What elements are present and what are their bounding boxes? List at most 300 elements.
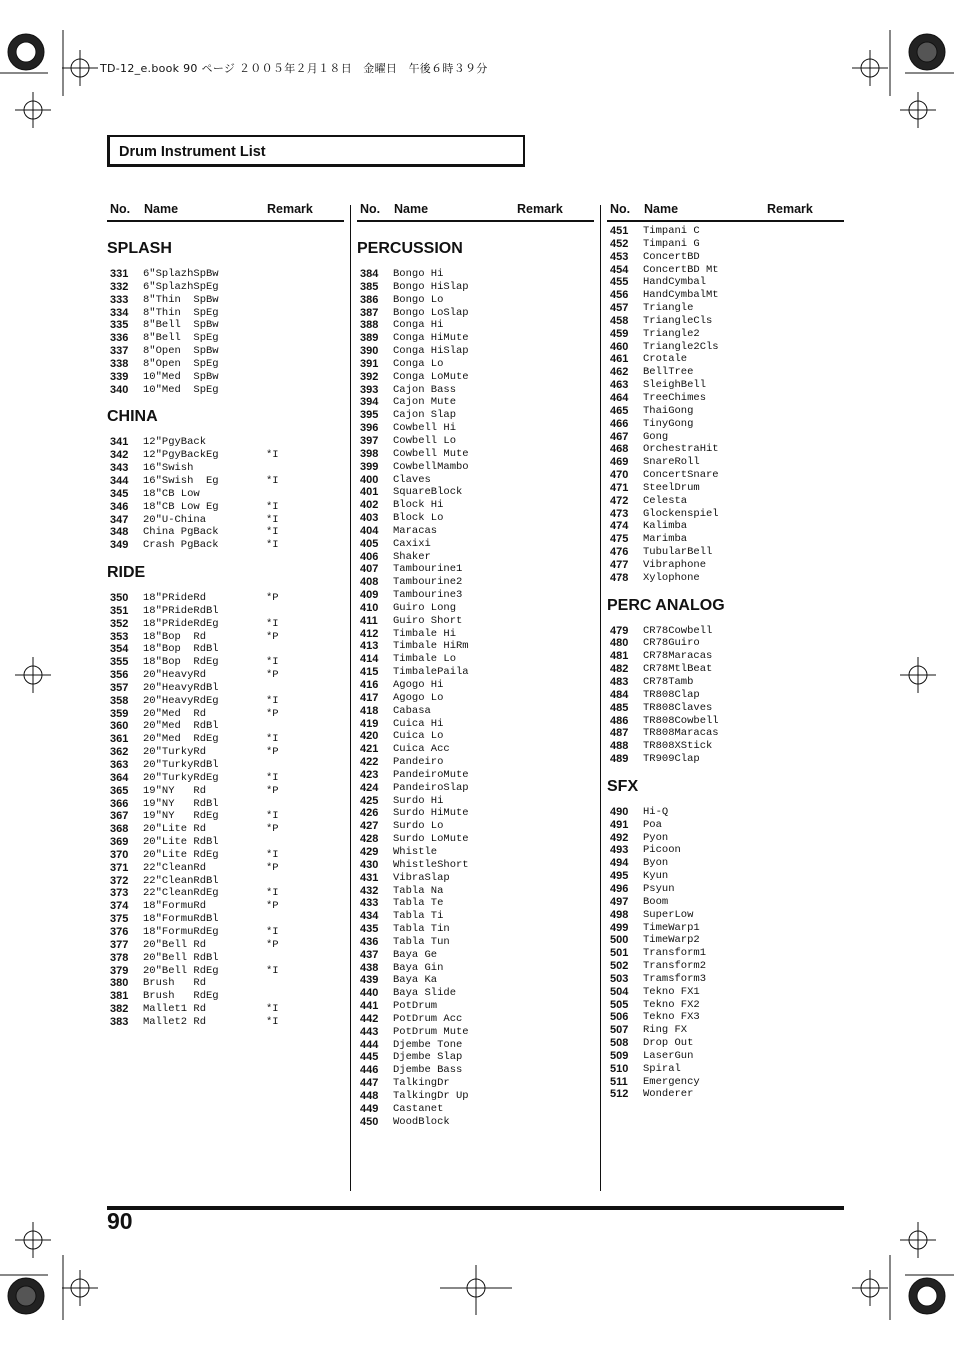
instrument-name: TR808Clap bbox=[643, 688, 700, 701]
instrument-row bbox=[107, 887, 344, 900]
instrument-row bbox=[107, 733, 344, 746]
instrument-name: Baya Slide bbox=[393, 987, 457, 1000]
instrument-name: ConcertSnare bbox=[643, 469, 719, 482]
instrument-number: 451 bbox=[610, 225, 629, 237]
instrument-name: 12"PgyBack bbox=[143, 436, 207, 449]
instrument-number: 381 bbox=[110, 990, 129, 1003]
instrument-name: SteelDrum bbox=[643, 481, 700, 494]
instrument-row bbox=[357, 538, 594, 551]
instrument-name: Byon bbox=[643, 857, 669, 870]
instrument-row bbox=[357, 474, 594, 487]
instrument-row bbox=[357, 846, 594, 859]
instrument-number: 400 bbox=[360, 473, 379, 486]
instrument-row bbox=[357, 358, 594, 371]
instrument-number: 403 bbox=[360, 512, 379, 525]
instrument-row bbox=[357, 1026, 594, 1039]
instrument-row bbox=[107, 836, 344, 849]
instrument-name: 18"PRideRd bbox=[143, 592, 207, 605]
instrument-row bbox=[357, 833, 594, 846]
instrument-row bbox=[357, 923, 594, 936]
instrument-row bbox=[607, 379, 844, 392]
instrument-row bbox=[357, 435, 594, 448]
instrument-row bbox=[607, 353, 844, 366]
instrument-name: Tekno FX3 bbox=[643, 1011, 700, 1024]
instrument-row bbox=[357, 730, 594, 743]
instrument-row bbox=[107, 708, 344, 721]
instrument-number: 375 bbox=[110, 913, 129, 926]
instrument-row bbox=[357, 461, 594, 474]
instrument-number: 418 bbox=[360, 704, 379, 717]
instrument-row bbox=[357, 602, 594, 615]
instrument-number: 420 bbox=[360, 730, 379, 743]
instrument-name: Conga LoMute bbox=[393, 370, 469, 383]
column-header-name: Name bbox=[144, 202, 179, 216]
instrument-name: 6"SplazhSpBw bbox=[143, 268, 219, 280]
instrument-number: 333 bbox=[110, 293, 129, 306]
instrument-number: 431 bbox=[360, 871, 379, 884]
instrument-name: Pyon bbox=[643, 831, 669, 844]
instrument-row bbox=[607, 806, 844, 819]
instrument-row bbox=[607, 625, 844, 638]
instrument-row bbox=[107, 475, 344, 488]
instrument-number: 395 bbox=[360, 409, 379, 422]
instrument-row bbox=[607, 740, 844, 753]
instrument-name: Wonderer bbox=[643, 1088, 694, 1101]
instrument-number: 422 bbox=[360, 756, 379, 769]
instrument-name: Tabla Tin bbox=[393, 923, 450, 936]
instrument-name: Hi-Q bbox=[643, 805, 669, 818]
instrument-name: Timpani G bbox=[643, 237, 700, 250]
instrument-row bbox=[607, 1076, 844, 1089]
instrument-row bbox=[607, 689, 844, 702]
instrument-name: 18"CB Low bbox=[143, 487, 200, 500]
column-header-name: Name bbox=[394, 202, 429, 216]
instrument-number: 456 bbox=[610, 289, 629, 302]
instrument-number: 462 bbox=[610, 366, 629, 379]
instrument-number: 423 bbox=[360, 768, 379, 781]
instrument-name: Cuica Lo bbox=[393, 730, 444, 743]
instrument-row bbox=[357, 795, 594, 808]
instrument-number: 507 bbox=[610, 1024, 629, 1037]
instrument-row bbox=[357, 872, 594, 885]
instrument-name: 16"Swish bbox=[143, 462, 194, 475]
instrument-number: 413 bbox=[360, 640, 379, 653]
instrument-number: 419 bbox=[360, 717, 379, 730]
instrument-number: 338 bbox=[110, 357, 129, 370]
instrument-number: 392 bbox=[360, 370, 379, 383]
instrument-name: WoodBlock bbox=[393, 1115, 450, 1128]
instrument-number: 491 bbox=[610, 818, 629, 831]
instrument-name: CR78Maracas bbox=[643, 650, 713, 663]
instrument-number: 496 bbox=[610, 882, 629, 895]
instrument-row bbox=[357, 705, 594, 718]
instrument-row bbox=[107, 952, 344, 965]
instrument-row bbox=[607, 922, 844, 935]
instrument-row bbox=[107, 990, 344, 1003]
instrument-row bbox=[107, 488, 344, 501]
instrument-remark: *P bbox=[266, 630, 279, 643]
section-title: CHINA bbox=[107, 408, 158, 426]
instrument-number: 362 bbox=[110, 746, 129, 759]
instrument-name: 18"Bop RdBl bbox=[143, 643, 219, 656]
instrument-name: 6"SplazhSpEg bbox=[143, 280, 219, 293]
instrument-number: 446 bbox=[360, 1064, 379, 1077]
instrument-row bbox=[107, 875, 344, 888]
instrument-row bbox=[607, 418, 844, 431]
instrument-name: Conga Hi bbox=[393, 319, 444, 332]
instrument-number: 407 bbox=[360, 563, 379, 576]
instrument-number: 494 bbox=[610, 857, 629, 870]
instrument-number: 343 bbox=[110, 462, 129, 475]
instrument-row bbox=[607, 960, 844, 973]
instrument-row bbox=[107, 436, 344, 449]
instrument-row bbox=[607, 1011, 844, 1024]
instrument-name: 19"NY RdBl bbox=[143, 797, 219, 810]
instrument-row bbox=[107, 319, 344, 332]
instrument-row bbox=[107, 345, 344, 358]
instrument-row bbox=[107, 823, 344, 836]
instrument-name: Guiro Short bbox=[393, 614, 463, 627]
instrument-row bbox=[107, 384, 344, 397]
instrument-name: 20"HeavyRdBl bbox=[143, 681, 219, 694]
instrument-row bbox=[607, 663, 844, 676]
instrument-row bbox=[107, 514, 344, 527]
instrument-name: 18"Bop RdEg bbox=[143, 656, 219, 669]
instrument-row bbox=[107, 965, 344, 978]
instrument-number: 348 bbox=[110, 526, 129, 539]
instrument-row bbox=[607, 264, 844, 277]
instrument-row bbox=[607, 469, 844, 482]
instrument-name: Cowbell Hi bbox=[393, 422, 457, 435]
instrument-number: 430 bbox=[360, 858, 379, 871]
instrument-number: 364 bbox=[110, 771, 129, 784]
instrument-name: 18"CB Low Eg bbox=[143, 500, 219, 513]
instrument-name: 8"Thin SpBw bbox=[143, 293, 219, 306]
instrument-row bbox=[357, 1090, 594, 1103]
instrument-name: 16"Swish Eg bbox=[143, 474, 219, 487]
instrument-number: 447 bbox=[360, 1077, 379, 1090]
instrument-name: Conga HiSlap bbox=[393, 345, 469, 358]
instrument-name: Bongo Lo bbox=[393, 293, 444, 306]
instrument-number: 415 bbox=[360, 666, 379, 679]
instrument-number: 442 bbox=[360, 1012, 379, 1025]
instrument-row bbox=[357, 396, 594, 409]
instrument-name: TinyGong bbox=[643, 417, 694, 430]
instrument-number: 384 bbox=[360, 268, 379, 280]
instrument-row bbox=[357, 589, 594, 602]
instrument-number: 455 bbox=[610, 276, 629, 289]
instrument-row bbox=[607, 508, 844, 521]
instrument-row bbox=[357, 512, 594, 525]
instrument-name: Cowbell Lo bbox=[393, 434, 457, 447]
instrument-row bbox=[107, 307, 344, 320]
instrument-name: Brush RdEg bbox=[143, 990, 219, 1003]
column-header-remark: Remark bbox=[267, 202, 313, 216]
instrument-row bbox=[107, 669, 344, 682]
column-header bbox=[107, 200, 344, 222]
instrument-row bbox=[107, 746, 344, 759]
instrument-number: 354 bbox=[110, 643, 129, 656]
instrument-number: 478 bbox=[610, 571, 629, 584]
instrument-name: Gong bbox=[643, 430, 669, 443]
instrument-name: Maracas bbox=[393, 524, 438, 537]
instrument-number: 485 bbox=[610, 701, 629, 714]
instrument-name: VibraSlap bbox=[393, 871, 450, 884]
instrument-number: 405 bbox=[360, 537, 379, 550]
instrument-number: 406 bbox=[360, 550, 379, 563]
instrument-name: Picoon bbox=[643, 844, 681, 857]
instrument-name: 18"PRideRdEg bbox=[143, 617, 219, 630]
instrument-remark: *P bbox=[266, 823, 279, 836]
instrument-name: CR78Guiro bbox=[643, 637, 700, 650]
instrument-name: Drop Out bbox=[643, 1037, 694, 1050]
instrument-number: 374 bbox=[110, 900, 129, 913]
instrument-name: Block Hi bbox=[393, 499, 444, 512]
instrument-remark: *I bbox=[266, 539, 279, 552]
instrument-number: 345 bbox=[110, 487, 129, 500]
instrument-row bbox=[357, 666, 594, 679]
instrument-name: Djembe Bass bbox=[393, 1064, 463, 1077]
instrument-number: 509 bbox=[610, 1049, 629, 1062]
instrument-remark: *I bbox=[266, 925, 279, 938]
instrument-number: 396 bbox=[360, 422, 379, 435]
instrument-name: Cabasa bbox=[393, 704, 431, 717]
instrument-number: 425 bbox=[360, 794, 379, 807]
instrument-name: Tekno FX2 bbox=[643, 998, 700, 1011]
instrument-row bbox=[607, 238, 844, 251]
instrument-number: 417 bbox=[360, 691, 379, 704]
instrument-name: Bongo HiSlap bbox=[393, 280, 469, 293]
instrument-row bbox=[607, 973, 844, 986]
instrument-name: Tabla Ti bbox=[393, 910, 444, 923]
instrument-number: 421 bbox=[360, 743, 379, 756]
instrument-number: 508 bbox=[610, 1037, 629, 1050]
instrument-number: 445 bbox=[360, 1051, 379, 1064]
instrument-number: 440 bbox=[360, 987, 379, 1000]
instrument-name: Baya Gin bbox=[393, 961, 444, 974]
instrument-name: 20"Lite RdBl bbox=[143, 836, 219, 849]
instrument-remark: *I bbox=[266, 513, 279, 526]
instrument-name: Tabla Te bbox=[393, 897, 444, 910]
instrument-row bbox=[357, 628, 594, 641]
instrument-name: SleighBell bbox=[643, 379, 707, 392]
instrument-row bbox=[357, 897, 594, 910]
column-divider bbox=[600, 205, 601, 1191]
instrument-remark: *P bbox=[266, 592, 279, 605]
instrument-row bbox=[607, 443, 844, 456]
instrument-row bbox=[607, 520, 844, 533]
instrument-name: 8"Bell SpBw bbox=[143, 319, 219, 332]
instrument-number: 458 bbox=[610, 314, 629, 327]
instrument-row bbox=[607, 366, 844, 379]
instrument-number: 410 bbox=[360, 601, 379, 614]
instrument-name: Timbale Hi bbox=[393, 627, 457, 640]
instrument-remark: *I bbox=[266, 656, 279, 669]
instrument-row bbox=[357, 307, 594, 320]
instrument-row bbox=[357, 653, 594, 666]
instrument-row bbox=[607, 1050, 844, 1063]
instrument-name: 18"PRideRdBl bbox=[143, 604, 219, 617]
instrument-row bbox=[607, 999, 844, 1012]
instrument-name: Cajon Bass bbox=[393, 383, 457, 396]
instrument-row bbox=[607, 1088, 844, 1101]
instrument-row bbox=[607, 986, 844, 999]
instrument-name: Bongo LoSlap bbox=[393, 306, 469, 319]
instrument-row bbox=[357, 718, 594, 731]
instrument-number: 461 bbox=[610, 353, 629, 366]
instrument-number: 363 bbox=[110, 759, 129, 771]
instrument-name: Cowbell Mute bbox=[393, 447, 469, 460]
instrument-number: 377 bbox=[110, 938, 129, 951]
instrument-row bbox=[357, 885, 594, 898]
instrument-number: 511 bbox=[610, 1075, 628, 1088]
instrument-name: 18"FormuRd bbox=[143, 900, 207, 913]
instrument-row bbox=[357, 987, 594, 1000]
instrument-number: 467 bbox=[610, 430, 629, 443]
instrument-number: 359 bbox=[110, 707, 129, 720]
section-title: SPLASH bbox=[107, 240, 172, 257]
instrument-number: 368 bbox=[110, 823, 129, 836]
instrument-number: 449 bbox=[360, 1102, 379, 1115]
instrument-row bbox=[357, 448, 594, 461]
column-header-no: No. bbox=[360, 202, 381, 216]
instrument-name: Cuica Acc bbox=[393, 743, 450, 756]
section-title: RIDE bbox=[107, 564, 146, 582]
instrument-row bbox=[607, 431, 844, 444]
instrument-name: Ring FX bbox=[643, 1024, 688, 1037]
instrument-name: Tabla Tun bbox=[393, 935, 450, 948]
instrument-number: 457 bbox=[610, 302, 629, 315]
instrument-row bbox=[107, 268, 344, 281]
instrument-name: Baya Ka bbox=[393, 974, 438, 987]
instrument-name: Claves bbox=[393, 473, 431, 486]
instrument-name: Transform1 bbox=[643, 947, 707, 960]
instrument-name: 22"CleanRdBl bbox=[143, 874, 219, 887]
instrument-name: Shaker bbox=[393, 550, 431, 563]
instrument-row bbox=[107, 939, 344, 952]
instrument-number: 393 bbox=[360, 383, 379, 396]
instrument-row bbox=[107, 618, 344, 631]
instrument-number: 411 bbox=[360, 614, 378, 627]
instrument-name: Pandeiro bbox=[393, 756, 444, 769]
instrument-name: Kyun bbox=[643, 870, 669, 883]
instrument-number: 353 bbox=[110, 630, 129, 643]
instrument-row bbox=[357, 332, 594, 345]
instrument-number: 426 bbox=[360, 807, 379, 820]
column-header-remark: Remark bbox=[767, 202, 813, 216]
instrument-name: Conga Lo bbox=[393, 357, 444, 370]
instrument-row bbox=[357, 974, 594, 987]
instrument-name: Cajon Slap bbox=[393, 409, 457, 422]
instrument-row bbox=[357, 1039, 594, 1052]
instrument-number: 367 bbox=[110, 810, 129, 823]
instrument-number: 385 bbox=[360, 280, 379, 293]
instrument-number: 397 bbox=[360, 434, 379, 447]
instrument-row bbox=[607, 676, 844, 689]
instrument-row bbox=[607, 727, 844, 740]
instrument-number: 341 bbox=[110, 436, 129, 449]
instrument-number: 489 bbox=[610, 753, 629, 766]
instrument-number: 448 bbox=[360, 1090, 379, 1102]
instrument-name: Bongo Hi bbox=[393, 268, 444, 280]
instrument-remark: *I bbox=[266, 474, 279, 487]
instrument-row bbox=[357, 1116, 594, 1129]
instrument-number: 465 bbox=[610, 404, 629, 417]
instrument-number: 435 bbox=[360, 923, 379, 936]
instrument-number: 452 bbox=[610, 237, 629, 250]
instrument-number: 414 bbox=[360, 653, 379, 666]
instrument-name: Castanet bbox=[393, 1102, 444, 1115]
instrument-name: Surdo Lo bbox=[393, 820, 444, 833]
instrument-row bbox=[357, 525, 594, 538]
instrument-number: 482 bbox=[610, 663, 629, 676]
instrument-row bbox=[357, 679, 594, 692]
instrument-number: 349 bbox=[110, 539, 129, 552]
instrument-row bbox=[357, 409, 594, 422]
instrument-number: 434 bbox=[360, 910, 379, 923]
instrument-number: 358 bbox=[110, 694, 129, 707]
instrument-number: 429 bbox=[360, 845, 379, 858]
instrument-number: 479 bbox=[610, 624, 629, 637]
instrument-name: Brush Rd bbox=[143, 977, 207, 990]
instrument-number: 376 bbox=[110, 925, 129, 938]
instrument-name: Mallet2 Rd bbox=[143, 1015, 207, 1028]
instrument-row bbox=[357, 294, 594, 307]
instrument-name: TR909Clap bbox=[643, 753, 700, 766]
instrument-name: CR78Cowbell bbox=[643, 624, 713, 637]
instrument-row bbox=[607, 1024, 844, 1037]
instrument-row bbox=[107, 900, 344, 913]
instrument-row bbox=[357, 743, 594, 756]
instrument-name: 20"Bell Rd bbox=[143, 938, 207, 951]
instrument-row bbox=[607, 844, 844, 857]
instrument-number: 472 bbox=[610, 494, 629, 507]
instrument-row bbox=[357, 1077, 594, 1090]
instrument-row bbox=[357, 640, 594, 653]
instrument-number: 477 bbox=[610, 558, 629, 571]
instrument-row bbox=[607, 909, 844, 922]
instrument-row bbox=[107, 449, 344, 462]
instrument-row bbox=[357, 769, 594, 782]
instrument-row bbox=[607, 857, 844, 870]
instrument-number: 432 bbox=[360, 884, 379, 897]
instrument-remark: *I bbox=[266, 1015, 279, 1028]
instrument-number: 512 bbox=[610, 1088, 629, 1101]
instrument-name: Kalimba bbox=[643, 520, 688, 533]
instrument-name: Emergency bbox=[643, 1075, 700, 1088]
instrument-name: 22"CleanRd bbox=[143, 861, 207, 874]
instrument-name: Crash PgBack bbox=[143, 539, 219, 552]
instrument-number: 378 bbox=[110, 951, 129, 964]
instrument-name: ConcertBD bbox=[643, 250, 700, 263]
instrument-row bbox=[107, 656, 344, 669]
instrument-number: 337 bbox=[110, 345, 129, 358]
instrument-number: 394 bbox=[360, 396, 379, 409]
instrument-row bbox=[357, 268, 594, 281]
instrument-number: 347 bbox=[110, 513, 129, 526]
instrument-name: Glockenspiel bbox=[643, 507, 719, 520]
instrument-remark: *I bbox=[266, 771, 279, 784]
instrument-name: Triangle2Cls bbox=[643, 340, 719, 353]
instrument-row bbox=[357, 692, 594, 705]
column-header-no: No. bbox=[110, 202, 131, 216]
instrument-row bbox=[357, 859, 594, 872]
instrument-name: Psyun bbox=[643, 882, 675, 895]
instrument-remark: *I bbox=[266, 964, 279, 977]
instrument-row bbox=[357, 782, 594, 795]
section-title: PERCUSSION bbox=[357, 240, 463, 257]
instrument-name: SuperLow bbox=[643, 908, 694, 921]
